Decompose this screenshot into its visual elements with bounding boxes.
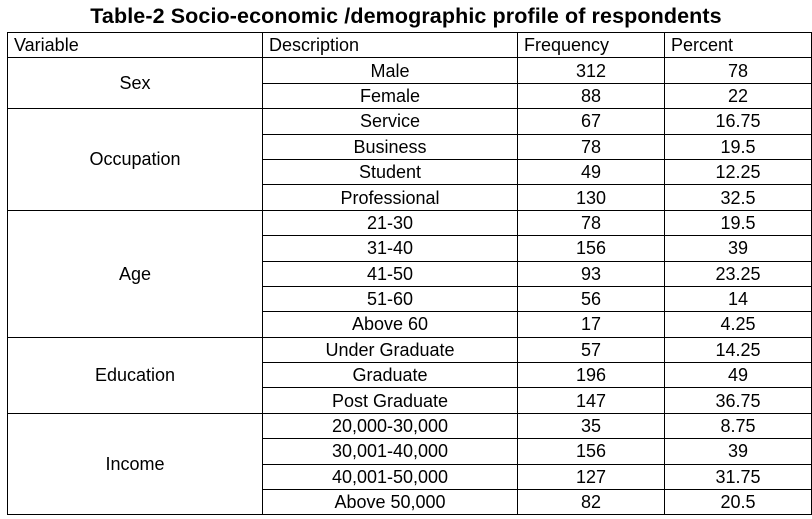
frequency-cell: 93 (518, 261, 665, 286)
table-row (8, 413, 812, 438)
percent-cell: 14.25 (665, 337, 812, 362)
table-body (8, 58, 812, 515)
frequency-cell: 88 (518, 83, 665, 108)
percent-cell: 12.25 (665, 159, 812, 184)
percent-cell: 39 (665, 439, 812, 464)
description-cell: 51-60 (263, 286, 518, 311)
description-cell: Professional (263, 185, 518, 210)
percent-cell: 23.25 (665, 261, 812, 286)
description-cell: 20,000-30,000 (263, 413, 518, 438)
frequency-cell: 156 (518, 439, 665, 464)
percent-cell: 14 (665, 286, 812, 311)
table-title: Table-2 Socio-economic /demographic profile of respondents (90, 4, 722, 28)
percent-cell: 4.25 (665, 312, 812, 337)
frequency-cell: 156 (518, 236, 665, 261)
header-description: Description (263, 33, 518, 58)
variable-cell-sex: Sex (8, 58, 263, 109)
description-cell: Under Graduate (263, 337, 518, 362)
description-cell: Service (263, 109, 518, 134)
frequency-cell: 57 (518, 337, 665, 362)
frequency-cell: 196 (518, 363, 665, 388)
percent-cell: 36.75 (665, 388, 812, 413)
description-cell: Above 50,000 (263, 490, 518, 515)
variable-cell-occupation: Occupation (8, 109, 263, 211)
percent-cell: 39 (665, 236, 812, 261)
description-cell: Post Graduate (263, 388, 518, 413)
frequency-cell: 147 (518, 388, 665, 413)
description-cell: 40,001-50,000 (263, 464, 518, 489)
variable-cell-age: Age (8, 210, 263, 337)
header-percent: Percent (665, 33, 812, 58)
description-cell: 30,001-40,000 (263, 439, 518, 464)
percent-cell: 19.5 (665, 134, 812, 159)
percent-cell: 8.75 (665, 413, 812, 438)
header-row (8, 33, 812, 58)
header-frequency: Frequency (518, 33, 665, 58)
table-row (8, 210, 812, 235)
percent-cell: 19.5 (665, 210, 812, 235)
frequency-cell: 78 (518, 134, 665, 159)
percent-cell: 78 (665, 58, 812, 83)
header-variable: Variable (8, 33, 263, 58)
frequency-cell: 82 (518, 490, 665, 515)
table-row (8, 337, 812, 362)
description-cell: 41-50 (263, 261, 518, 286)
frequency-cell: 49 (518, 159, 665, 184)
variable-cell-education: Education (8, 337, 263, 413)
percent-cell: 22 (665, 83, 812, 108)
frequency-cell: 67 (518, 109, 665, 134)
percent-cell: 31.75 (665, 464, 812, 489)
description-cell: 31-40 (263, 236, 518, 261)
percent-cell: 16.75 (665, 109, 812, 134)
table-row (8, 58, 812, 83)
frequency-cell: 56 (518, 286, 665, 311)
frequency-cell: 17 (518, 312, 665, 337)
description-cell: 21-30 (263, 210, 518, 235)
table-row (8, 109, 812, 134)
percent-cell: 20.5 (665, 490, 812, 515)
frequency-cell: 35 (518, 413, 665, 438)
percent-cell: 32.5 (665, 185, 812, 210)
frequency-cell: 130 (518, 185, 665, 210)
description-cell: Female (263, 83, 518, 108)
variable-cell-income: Income (8, 413, 263, 515)
percent-cell: 49 (665, 363, 812, 388)
frequency-cell: 127 (518, 464, 665, 489)
frequency-cell: 78 (518, 210, 665, 235)
description-cell: Student (263, 159, 518, 184)
profile-table (7, 32, 812, 515)
description-cell: Business (263, 134, 518, 159)
frequency-cell: 312 (518, 58, 665, 83)
description-cell: Male (263, 58, 518, 83)
description-cell: Graduate (263, 363, 518, 388)
description-cell: Above 60 (263, 312, 518, 337)
